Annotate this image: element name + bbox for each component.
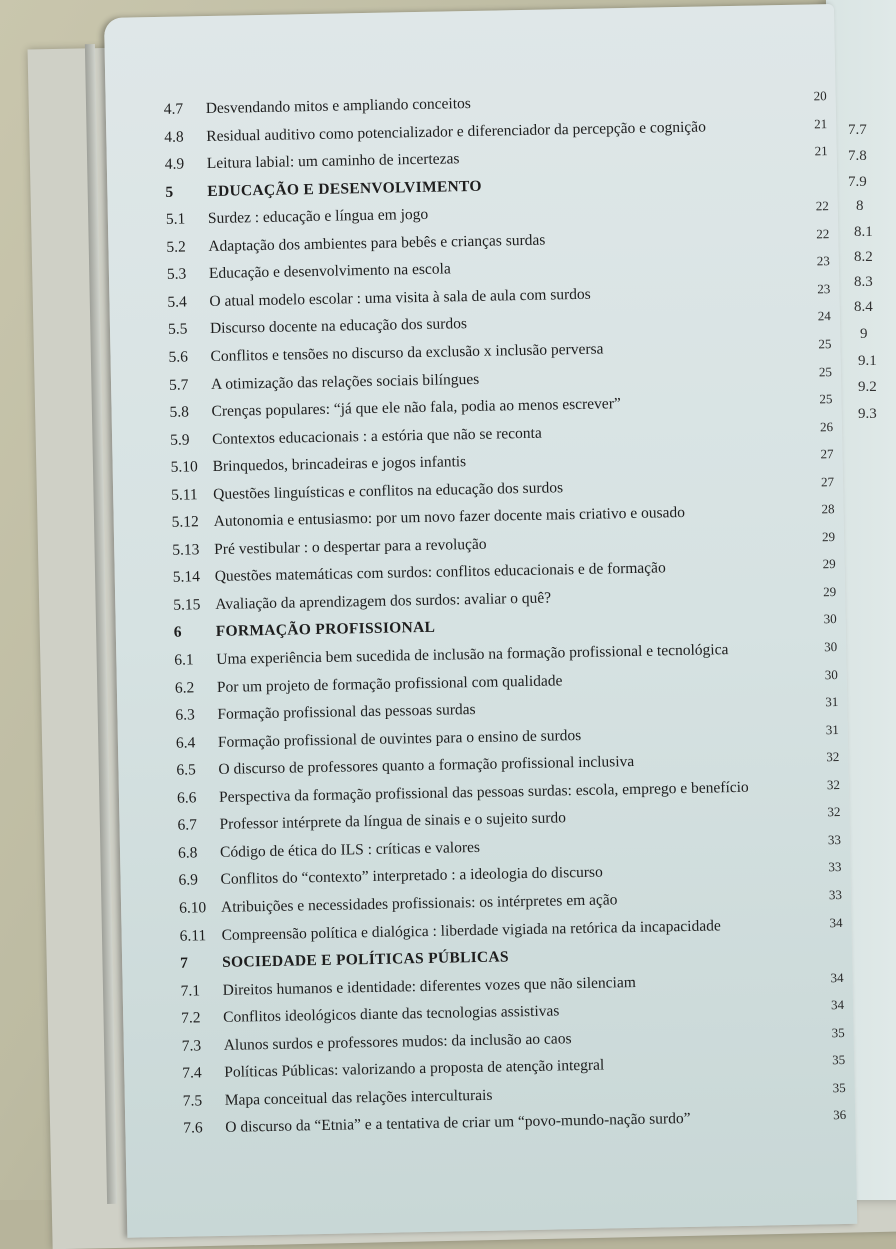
toc-entry-number: 6 [173,624,182,642]
toc-entry-title: O discurso de professores quanto a formação profissional inclusiva [218,753,635,779]
toc-entry-page: 33 [827,831,842,848]
toc-entry-title: O atual modelo escolar : uma visita à sala de aula com surdos [209,285,591,310]
toc-entry-page: 25 [819,391,833,407]
toc-entry-title: Educação e desenvolvimento na escola [208,260,451,283]
toc-entry-page: 27 [820,473,835,490]
toc-entry-number: 6.6 [176,789,197,807]
toc-entry-number: 7.4 [182,1064,202,1082]
right-page-number: 9.2 [858,379,877,395]
toc-entry-title: Desvendando mitos e ampliando conceitos [205,94,472,118]
toc-entry-number: 7.2 [181,1009,201,1027]
toc-entry-title: Surdez : educação e língua em jogo [207,206,429,228]
toc-entry-page: 33 [828,859,842,875]
toc-entry-page: 26 [819,418,834,434]
toc-entry-page: 30 [824,639,838,655]
toc-entry-number: 5.8 [169,403,190,421]
toc-entry-number: 6.3 [175,706,195,724]
toc-entry-title: Direitos humanos e identidade: diferentes vozes que não silenciam [222,973,636,999]
toc-entry-page: 21 [814,143,828,159]
right-page-number: 8.1 [854,224,873,240]
toc-entry-page: 36 [833,1107,847,1123]
toc-entry-title: Mapa conceitual das relações interculturais [224,1086,493,1109]
toc-entry-page: 34 [830,969,844,985]
toc-entry-page: 20 [813,88,827,104]
toc-entry-number: 6.2 [174,678,195,697]
toc-entry-title: FORMAÇÃO PROFISSIONAL [215,619,436,641]
toc-entry-page: 31 [825,694,839,710]
toc-entry-title: Professor intérprete da língua de sinais e o sujeito surdo [219,809,567,834]
toc-entry-page: 32 [827,804,841,820]
toc-entry-number: 6.10 [178,899,207,917]
toc-entry-page: 35 [831,1024,845,1040]
toc-entry-page: 34 [830,997,845,1013]
right-page-number: 9.1 [858,353,877,369]
toc-entry-title: A otimização das relações sociais bilíngues [210,370,480,393]
toc-entry-title: Contextos educacionais : a estória que não se reconta [211,424,542,448]
toc-entry-title: Autonomia e entusiasmo: por um novo fazer docente mais criativo e ousado [213,504,686,531]
toc-entry-page: 30 [824,666,838,682]
toc-entry-title: Alunos surdos e professores mudos: da inclusão ao caos [223,1029,572,1054]
toc-entry-number: 4.7 [163,100,184,118]
toc-entry-page: 30 [823,611,837,627]
right-page-number: 8.4 [854,299,873,315]
toc-entry-page: 35 [832,1079,846,1096]
toc-entry-title: Discurso docente na educação dos surdos [209,315,468,338]
toc-entry-number: 5.9 [169,431,190,449]
toc-entry-number: 7.1 [180,981,201,1000]
toc-entry-number: 5.10 [170,458,198,476]
toc-entry-page: 22 [816,225,830,242]
toc-entry-title: Conflitos do “contexto” interpretado : a ideologia do discurso [220,863,603,889]
toc-entry-page: 22 [815,198,829,214]
toc-entry-title: Avaliação da aprendizagem dos surdos: avaliar o quê? [215,589,552,613]
toc-entry-number: 6.7 [177,816,198,835]
toc-entry-title: Código de ética do ILS : críticas e valores [219,838,481,861]
toc-entry-title: Compreensão política e dialógica : liberdade vigiada na retórica da incapacidade [221,916,721,944]
toc-entry-title: EDUCAÇÃO E DESENVOLVIMENTO [207,177,482,200]
toc-entry-page: 32 [826,749,840,765]
toc-entry-page: 21 [814,115,828,131]
toc-entry-title: Formação profissional das pessoas surdas [217,701,476,724]
toc-page [104,4,857,1238]
toc-entry-number: 5.12 [171,513,199,532]
toc-entry-number: 6.8 [177,844,198,862]
toc-entry-page: 32 [826,776,840,793]
toc-entry-page: 29 [822,556,836,572]
toc-entry-number: 5.3 [166,265,187,284]
toc-entry-title: Questões matemáticas com surdos: conflitos educacionais e de formação [214,559,666,586]
toc-entry-page: 25 [818,336,832,352]
toc-entry-number: 4.8 [164,128,184,146]
toc-entry-title: Residual auditivo como potencializador e diferenciador da percepção e cognição [206,118,707,145]
toc-entry-title: Perspectiva da formação profissional das pessoas surdas: escola, emprego e benefício [218,778,749,806]
toc-entry-number: 6.5 [176,761,196,779]
toc-entry-page: 23 [816,253,830,269]
toc-entry-page: 24 [817,308,831,324]
toc-entry-page: 29 [821,528,836,545]
toc-entry-number: 5.15 [173,596,201,614]
toc-entry-title: Pré vestibular : o despertar para a revolução [214,535,487,558]
toc-entry-number: 5.1 [165,210,186,229]
toc-entry-page: 29 [823,583,837,600]
toc-entry-title: Adaptação dos ambientes para bebês e crianças surdas [208,231,546,255]
toc-entry-title: Brinquedos, brincadeiras e jogos infantis [212,453,467,476]
toc-entry-page: 27 [820,446,834,462]
toc-entry-number: 5.2 [166,238,186,256]
toc-entry-title: Por um projeto de formação profissional com qualidade [216,671,563,696]
toc-entry-title: Uma experiência bem sucedida de inclusão na formação profissional e tecnológica [216,641,729,668]
right-page-number: 8 [856,198,864,214]
toc-entry-page: 23 [817,280,831,297]
toc-entry-number: 5.7 [168,375,189,394]
toc-entry-number: 5.6 [168,348,189,366]
toc-entry-number: 5.5 [167,320,188,339]
toc-list [104,4,857,1238]
toc-entry-number: 5.14 [172,568,201,587]
right-page-number: 7.9 [848,174,867,190]
toc-entry-number: 4.9 [164,155,185,173]
right-page-number: 8.3 [854,274,873,290]
toc-entry-title: Atribuições e necessidades profissionais: os intérpretes em ação [220,891,618,916]
toc-entry-title: Conflitos e tensões no discurso da exclusão x inclusão perversa [210,340,604,365]
right-page-number: 9 [860,326,868,342]
toc-entry-title: Formação profissional de ouvintes para o ensino de surdos [217,726,582,751]
toc-entry-number: 7.3 [181,1037,202,1055]
toc-entry-number: 7.5 [182,1092,203,1110]
toc-entry-title: SOCIEDADE E POLÍTICAS PÚBLICAS [221,948,510,971]
toc-entry-page: 35 [831,1052,846,1068]
toc-entry-title: O discurso da “Etnia” e a tentativa de criar um “povo-mundo-nação surdo” [225,1110,691,1137]
toc-entry-number: 6.4 [175,734,196,752]
toc-entry-number: 7 [179,954,189,972]
toc-entry-page: 33 [828,886,843,903]
toc-entry-page: 34 [829,914,843,930]
toc-entry-number: 5.4 [167,293,188,311]
toc-entry-title: Leitura labial: um caminho de incertezas [206,150,460,173]
toc-entry-number: 6.9 [178,871,199,890]
toc-entry-title: Políticas Públicas: valorizando a proposta de atenção integral [224,1056,605,1082]
toc-entry-number: 5 [165,183,174,201]
right-page-number: 9.3 [858,406,877,422]
toc-entry-title: Questões linguísticas e conflitos na educação dos surdos [212,478,564,503]
right-page-number: 8.2 [854,249,873,265]
toc-entry-title: Conflitos ideológicos diante das tecnologias assistivas [223,1002,560,1027]
toc-entry-number: 6.1 [174,651,194,669]
right-page-number: 7.8 [848,148,867,164]
toc-entry-title: Crenças populares: “já que ele não fala, podia ao menos escrever” [211,395,621,421]
right-page-number: 7.7 [848,122,867,138]
toc-entry-page: 28 [821,501,835,517]
toc-entry-page: 25 [818,363,833,379]
toc-entry-number: 5.11 [171,485,198,504]
toc-entry-number: 5.13 [172,541,200,559]
toc-entry-page: 31 [825,721,839,737]
toc-entry-number: 7.6 [183,1119,203,1138]
toc-entry-number: 6.11 [179,926,207,945]
